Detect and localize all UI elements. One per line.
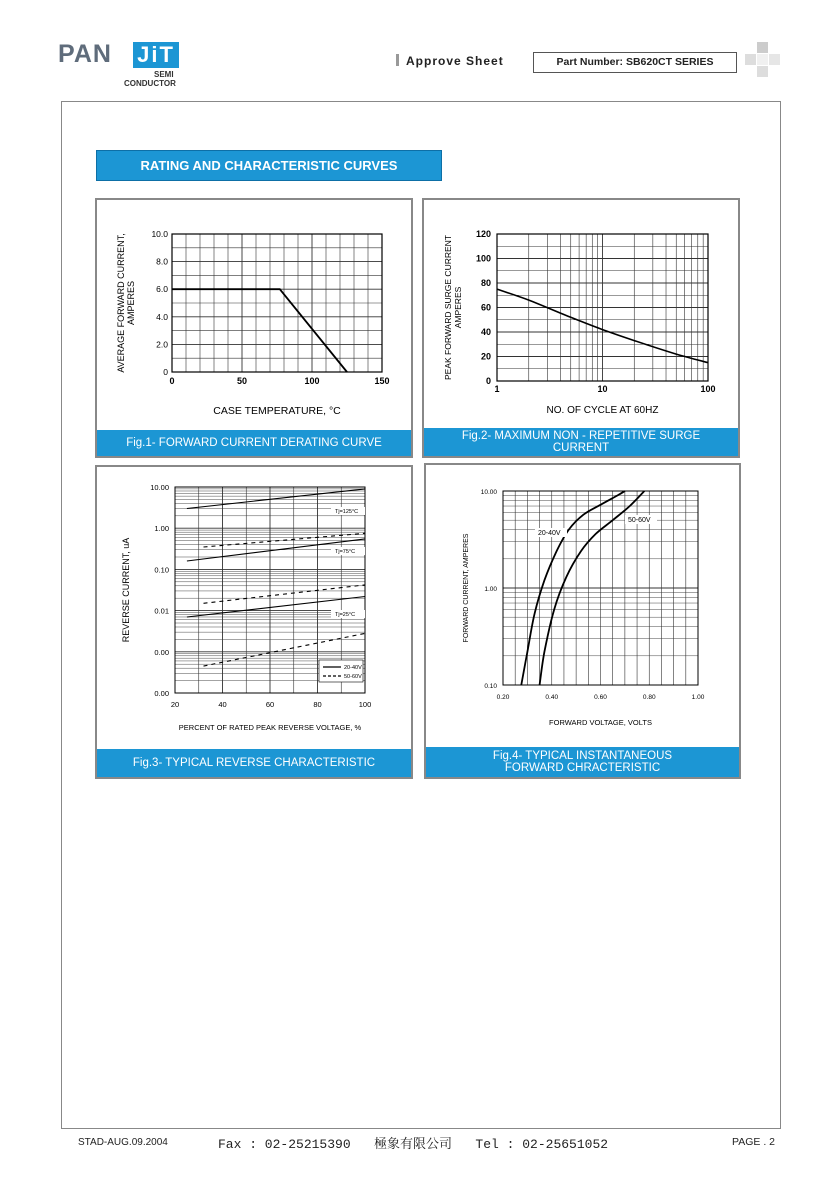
- y-tick-label: 80: [480, 278, 491, 288]
- y-tick-label: 0.00: [154, 689, 169, 698]
- figure-1-chart: [97, 200, 411, 428]
- logo-jit-text: JiT: [133, 42, 179, 68]
- figure-3-chart: [97, 467, 411, 747]
- footer-page-number: PAGE . 2: [732, 1136, 775, 1148]
- y-tick-label: 0.10: [154, 565, 169, 575]
- y-tick-label: 0: [485, 376, 491, 386]
- y-tick-label: 100: [475, 253, 491, 264]
- x-tick-label: 100: [700, 384, 716, 394]
- y-tick-label: 0: [163, 367, 168, 377]
- x-tick-label: 40: [218, 700, 227, 709]
- figure-4-panel: [424, 463, 741, 779]
- figure-1-panel: [95, 198, 413, 458]
- y-axis-label: PEAK FORWARD SURGE CURRENT: [443, 235, 453, 380]
- legend-entry: 20-40V: [344, 665, 362, 671]
- x-tick-label: 50: [236, 376, 248, 386]
- figure-2-panel: [422, 198, 740, 458]
- y-tick-label: 60: [480, 302, 491, 313]
- x-tick-label: 0: [169, 376, 175, 386]
- x-tick-label: 0.80: [642, 694, 656, 701]
- y-tick-label: 1.00: [484, 586, 497, 593]
- y-tick-label: 0.00: [154, 647, 169, 657]
- reverse-curve-50-60V: [204, 585, 366, 603]
- y-tick-label: 4.0: [156, 311, 168, 322]
- x-axis-label: NO. OF CYCLE AT 60HZ: [546, 405, 659, 416]
- x-tick-label: 0.20: [496, 694, 510, 701]
- figure-1-caption: Fig.1- FORWARD CURRENT DERATING CURVE: [97, 430, 411, 456]
- x-tick-label: 100: [304, 376, 320, 386]
- y-tick-label: 6.0: [156, 284, 168, 295]
- y-axis-label: AMPERES: [453, 286, 463, 329]
- x-tick-label: 1.00: [691, 694, 705, 701]
- reverse-curve-50-60V: [204, 533, 366, 547]
- x-tick-label: 1: [494, 384, 500, 394]
- y-tick-label: 10.00: [150, 483, 169, 492]
- logo-conductor-text: CONDUCTOR: [124, 79, 176, 88]
- x-tick-label: 80: [313, 700, 322, 709]
- decorative-squares-icon: [745, 42, 781, 78]
- x-tick-label: 0.40: [545, 694, 559, 701]
- y-tick-label: 0.10: [484, 683, 497, 690]
- x-tick-label: 150: [374, 376, 390, 386]
- part-number-box: Part Number: SB620CT SERIES: [533, 52, 737, 73]
- x-tick-label: 100: [358, 700, 372, 709]
- footer-contact: Fax : 02-25215390 極象有限公司 Tel : 02-25651052: [218, 1137, 609, 1152]
- x-tick-label: 20: [170, 700, 180, 709]
- logo-pan-text: PAN: [58, 40, 112, 68]
- x-axis-label: FORWARD VOLTAGE, VOLTS: [549, 718, 652, 727]
- y-tick-label: 2.0: [156, 339, 168, 350]
- logo-semi-text: SEMI: [154, 70, 174, 79]
- temperature-annotation: Tj=75°C: [335, 549, 356, 555]
- figure-2-chart: [424, 200, 738, 426]
- approve-sheet-label: Approve Sheet: [396, 54, 504, 68]
- y-tick-label: 10.0: [151, 229, 168, 239]
- legend-entry: 50-60V: [344, 674, 362, 680]
- y-tick-label: 10.00: [480, 489, 497, 496]
- x-tick-label: 60: [265, 700, 275, 709]
- x-axis-label: PERCENT OF RATED PEAK REVERSE VOLTAGE, %: [178, 723, 362, 732]
- figure-4-caption: Fig.4- TYPICAL INSTANTANEOUS FORWARD CHRACTERISTIC: [426, 747, 739, 777]
- y-tick-label: 40: [480, 327, 491, 337]
- y-axis-label: FORWARD CURRENT, AMPERES: [463, 533, 470, 643]
- y-tick-label: 8.0: [156, 256, 168, 267]
- figure-2-caption: Fig.2- MAXIMUM NON - REPETITIVE SURGE CURRENT: [424, 428, 738, 456]
- series-label: 50-60V: [628, 517, 651, 524]
- y-tick-label: 0.01: [154, 606, 169, 616]
- reverse-curve-20-40V: [187, 489, 365, 509]
- temperature-annotation: Tj=25°C: [335, 612, 356, 618]
- y-axis-label: AVERAGE FORWARD CURRENT,: [116, 233, 126, 373]
- y-axis-label: REVERSE CURRENT, uA: [121, 537, 131, 643]
- y-tick-label: 120: [475, 229, 491, 239]
- figure-3-panel: [95, 465, 413, 779]
- x-axis-label: CASE TEMPERATURE, °C: [213, 405, 341, 417]
- section-title: RATING AND CHARACTERISTIC CURVES: [96, 150, 442, 181]
- figure-4-chart: [426, 465, 739, 745]
- x-tick-label: 0.60: [594, 694, 607, 701]
- x-tick-label: 10: [597, 384, 608, 394]
- series-label: 20-40V: [538, 530, 561, 537]
- company-logo: [58, 40, 198, 90]
- temperature-annotation: Tj=125°C: [335, 509, 359, 515]
- y-tick-label: 1.00: [154, 524, 169, 534]
- footer-date: STAD-AUG.09.2004: [78, 1137, 168, 1148]
- y-axis-label: AMPERES: [126, 280, 136, 326]
- y-tick-label: 20: [480, 351, 491, 362]
- figure-3-caption: Fig.3- TYPICAL REVERSE CHARACTERISTIC: [97, 749, 411, 777]
